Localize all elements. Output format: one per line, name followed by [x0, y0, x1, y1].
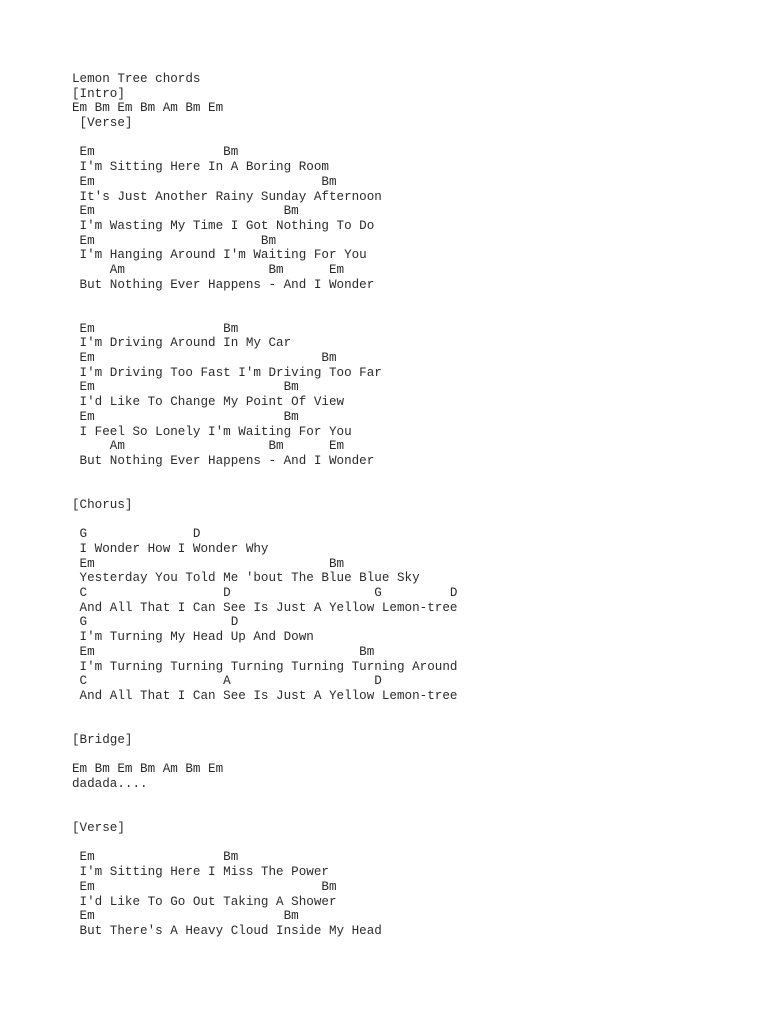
text-line	[72, 836, 457, 851]
text-line: [Intro]	[72, 86, 125, 101]
text-line	[72, 469, 457, 484]
text-line: I'm Driving Too Fast I'm Driving Too Far	[72, 365, 382, 380]
text-line: Am Bm Em	[72, 439, 345, 454]
text-line: I'm Turning Turning Turning Turning Turning Around	[72, 659, 458, 674]
text-line: Em Bm	[72, 174, 337, 189]
text-line: Em Bm Em Bm Am Bm Em	[72, 101, 224, 116]
text-line	[72, 704, 457, 719]
text-line: [Verse]	[72, 821, 125, 836]
text-line: I'm Sitting Here In A Boring Room	[72, 160, 329, 175]
text-line: I'd Like To Change My Point Of View	[72, 395, 345, 410]
text-line: Lemon Tree chords	[72, 72, 201, 86]
text-line: C A D	[72, 674, 382, 689]
text-line: Em Bm Em Bm Am Bm Em	[72, 762, 224, 777]
text-line: Em Bm	[72, 351, 337, 366]
text-line	[72, 307, 457, 322]
text-line: Em Bm	[72, 556, 345, 571]
text-line: [Bridge]	[72, 732, 133, 747]
text-line: But Nothing Ever Happens - And I Wonder	[72, 277, 375, 292]
text-line: I'm Sitting Here I Miss The Power	[72, 865, 329, 880]
text-line: C D G D	[72, 586, 458, 601]
text-line	[72, 718, 457, 733]
text-line: And All That I Can See Is Just A Yellow Lemon-tree	[72, 600, 458, 615]
text-line: Em Bm	[72, 644, 375, 659]
text-line: But There's A Heavy Cloud Inside My Head	[72, 923, 382, 938]
text-line: I'm Driving Around In My Car	[72, 336, 292, 351]
text-line: G D	[72, 527, 201, 542]
text-line: [Verse]	[72, 116, 133, 131]
text-line: G D	[72, 615, 239, 630]
text-line	[72, 483, 457, 498]
text-line: I'm Hanging Around I'm Waiting For You	[72, 248, 367, 263]
text-line: Em Bm	[72, 879, 337, 894]
text-line: I Feel So Lonely I'm Waiting For You	[72, 424, 352, 439]
text-line: Em Bm	[72, 409, 299, 424]
text-line: Em Bm	[72, 321, 239, 336]
text-line: Yesterday You Told Me 'bout The Blue Blue Sky	[72, 571, 420, 586]
text-line: I'm Wasting My Time I Got Nothing To Do	[72, 218, 375, 233]
text-line: I'm Turning My Head Up And Down	[72, 630, 314, 645]
text-line	[72, 748, 457, 763]
text-line	[72, 513, 457, 528]
text-line	[72, 131, 457, 146]
chord-sheet	[72, 72, 457, 939]
text-line: I'd Like To Go Out Taking A Shower	[72, 894, 337, 909]
text-line: Am Bm Em	[72, 262, 345, 277]
text-line: Em Bm	[72, 850, 239, 865]
text-line: And All That I Can See Is Just A Yellow Lemon-tree	[72, 688, 458, 703]
text-line: Em Bm	[72, 204, 299, 219]
text-line	[72, 792, 457, 807]
text-line: [Chorus]	[72, 497, 133, 512]
text-line: Em Bm	[72, 145, 239, 160]
text-line	[72, 292, 457, 307]
text-line: Em Bm	[72, 233, 277, 248]
text-line: Em Bm	[72, 380, 299, 395]
text-line: dadada....	[72, 777, 148, 791]
text-line: I Wonder How I Wonder Why	[72, 542, 269, 556]
text-line: It's Just Another Rainy Sunday Afternoon	[72, 189, 382, 204]
text-line: But Nothing Ever Happens - And I Wonder	[72, 453, 375, 468]
text-line	[72, 806, 457, 821]
text-line: Em Bm	[72, 909, 299, 924]
